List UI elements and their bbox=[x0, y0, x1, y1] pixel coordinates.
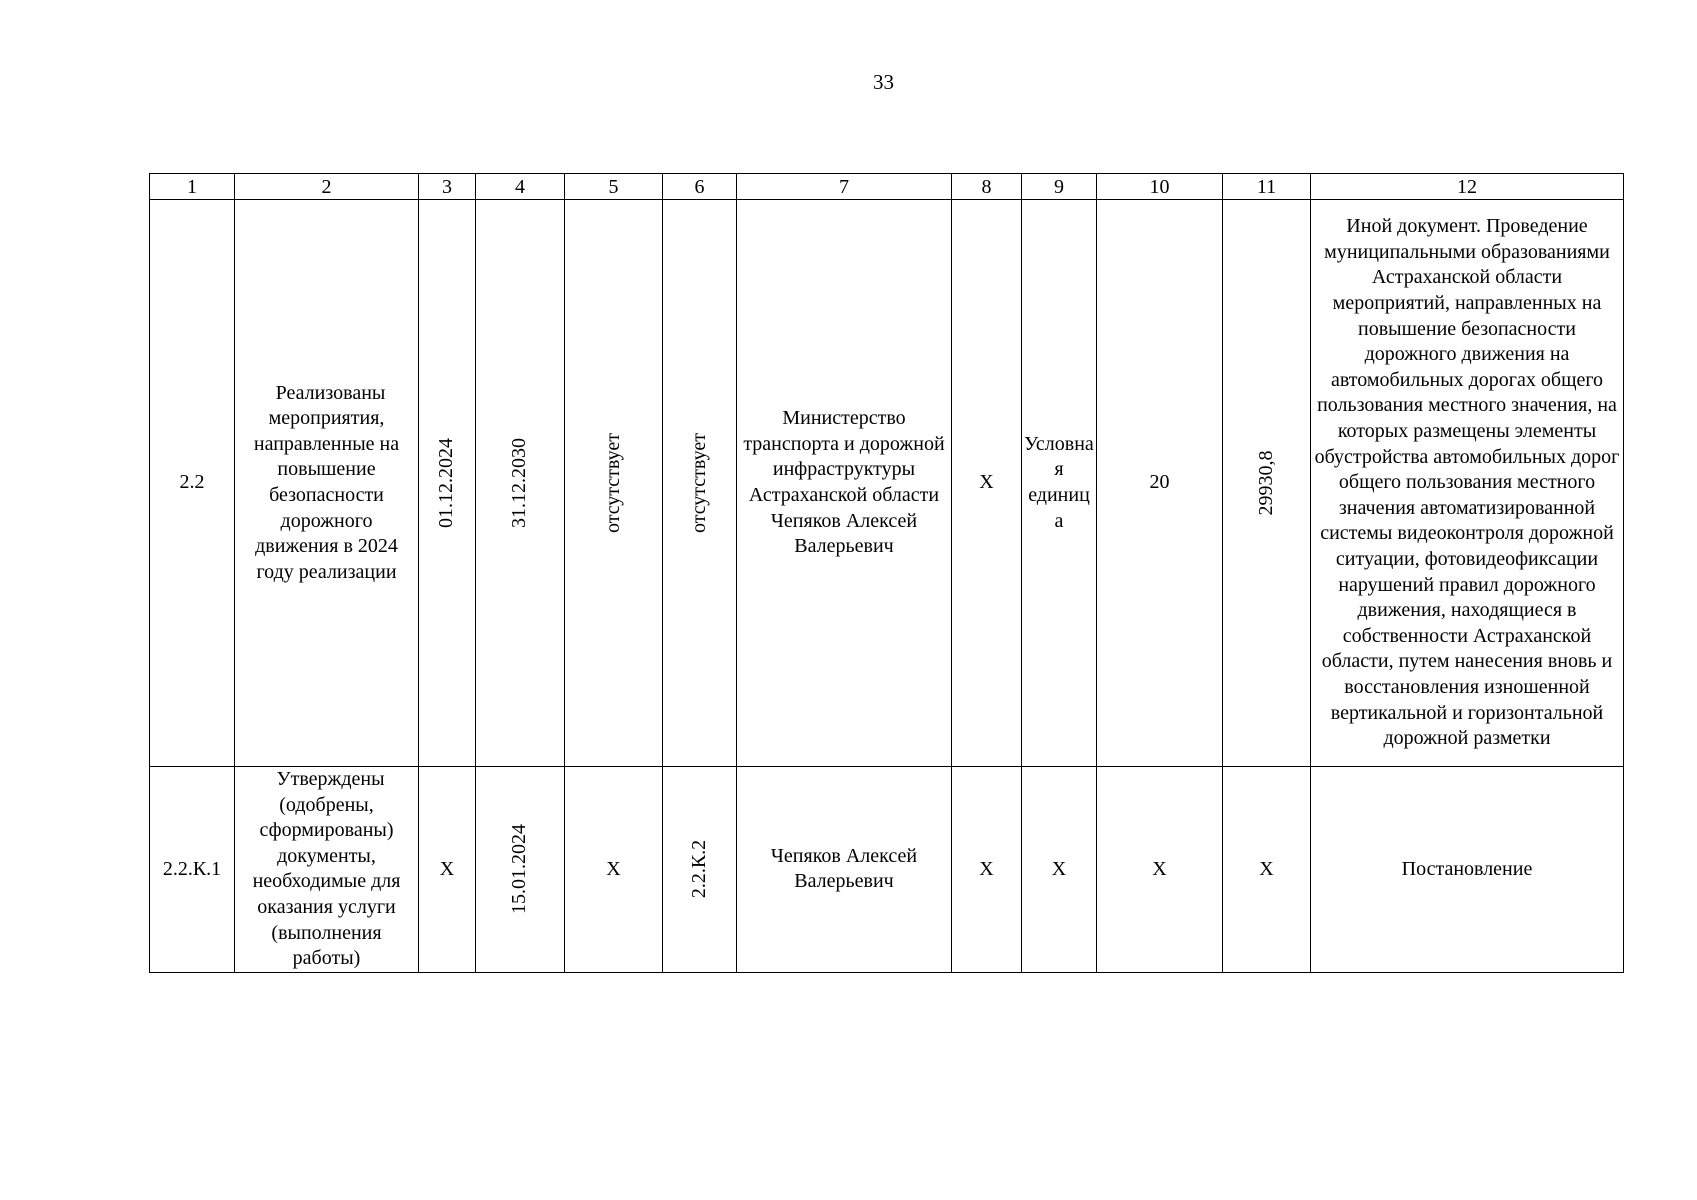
header-cell: 7 bbox=[737, 174, 952, 200]
table-row bbox=[150, 200, 1624, 767]
start-date-cell bbox=[419, 200, 476, 767]
header-cell: 6 bbox=[663, 174, 737, 200]
header-cell: 2 bbox=[235, 174, 419, 200]
row-number: 2.2 bbox=[150, 200, 235, 767]
row-number: 2.2.К.1 bbox=[150, 767, 235, 973]
header-cell: 5 bbox=[565, 174, 663, 200]
header-cell: 8 bbox=[952, 174, 1022, 200]
end-date: 31.12.2030 bbox=[508, 438, 531, 528]
col6-cell bbox=[663, 200, 737, 767]
col5-cell bbox=[565, 200, 663, 767]
col11-value: 29930,8 bbox=[1254, 450, 1277, 516]
description: Постановление bbox=[1311, 767, 1624, 973]
table-header-row bbox=[150, 174, 1624, 200]
date-cell bbox=[476, 767, 565, 973]
col5-value: отсутствует bbox=[601, 432, 624, 534]
col10-value: X bbox=[1097, 767, 1223, 973]
header-cell: 4 bbox=[476, 174, 565, 200]
col11-cell bbox=[1223, 200, 1311, 767]
header-cell: 12 bbox=[1311, 174, 1624, 200]
responsible: Министерство транспорта и дорожной инфраструктуры Астраханской области Чепяков Алексей Валерьевич bbox=[737, 200, 952, 767]
start-date: 01.12.2024 bbox=[435, 438, 458, 528]
col11-value: X bbox=[1223, 767, 1311, 973]
col9-value: X bbox=[1022, 767, 1097, 973]
col6-value: 2.2.К.2 bbox=[687, 840, 710, 899]
header-cell: 9 bbox=[1022, 174, 1097, 200]
col10-value: 20 bbox=[1097, 200, 1223, 767]
col6-cell bbox=[663, 767, 737, 973]
col8-value: X bbox=[952, 200, 1022, 767]
unit: Условная единица bbox=[1022, 200, 1097, 767]
header-cell: 3 bbox=[419, 174, 476, 200]
header-cell: 11 bbox=[1223, 174, 1311, 200]
result-name: Реализованы мероприятия, направленные на повышение безопасности дорожного движения в 2024 году реализации bbox=[235, 200, 419, 767]
responsible: Чепяков Алексей Валерьевич bbox=[737, 767, 952, 973]
result-name: Утверждены (одобрены, сформированы) документы, необходимые для оказания услуги (выполнения работы) bbox=[235, 767, 419, 973]
col3-value: X bbox=[419, 767, 476, 973]
col8-value: X bbox=[952, 767, 1022, 973]
page-number: 33 bbox=[873, 70, 894, 94]
header-cell: 10 bbox=[1097, 174, 1223, 200]
col6-value: отсутствует bbox=[687, 432, 710, 534]
description: Иной документ. Проведение муниципальными образованиями Астраханской области мероприятий, направленных на повышение безопасности дорожного движения на автомобильных дорогах общего пользования местного значения, на которых размещены элементы обустройства автомобильных дорог общего пользования местного значения автоматизированной системы видеоконтроля дорожной ситуации, фотовидеофиксации нарушений правил дорожного движения, находящиеся в собственности Астраханской области, путем нанесения вновь и восстановления изношенной вертикальной и горизонтальной дорожной разметки bbox=[1311, 200, 1624, 767]
document-table bbox=[149, 173, 1624, 973]
col5-value: X bbox=[565, 767, 663, 973]
table-row bbox=[150, 767, 1624, 973]
header-cell: 1 bbox=[150, 174, 235, 200]
date: 15.01.2024 bbox=[508, 824, 531, 915]
end-date-cell bbox=[476, 200, 565, 767]
